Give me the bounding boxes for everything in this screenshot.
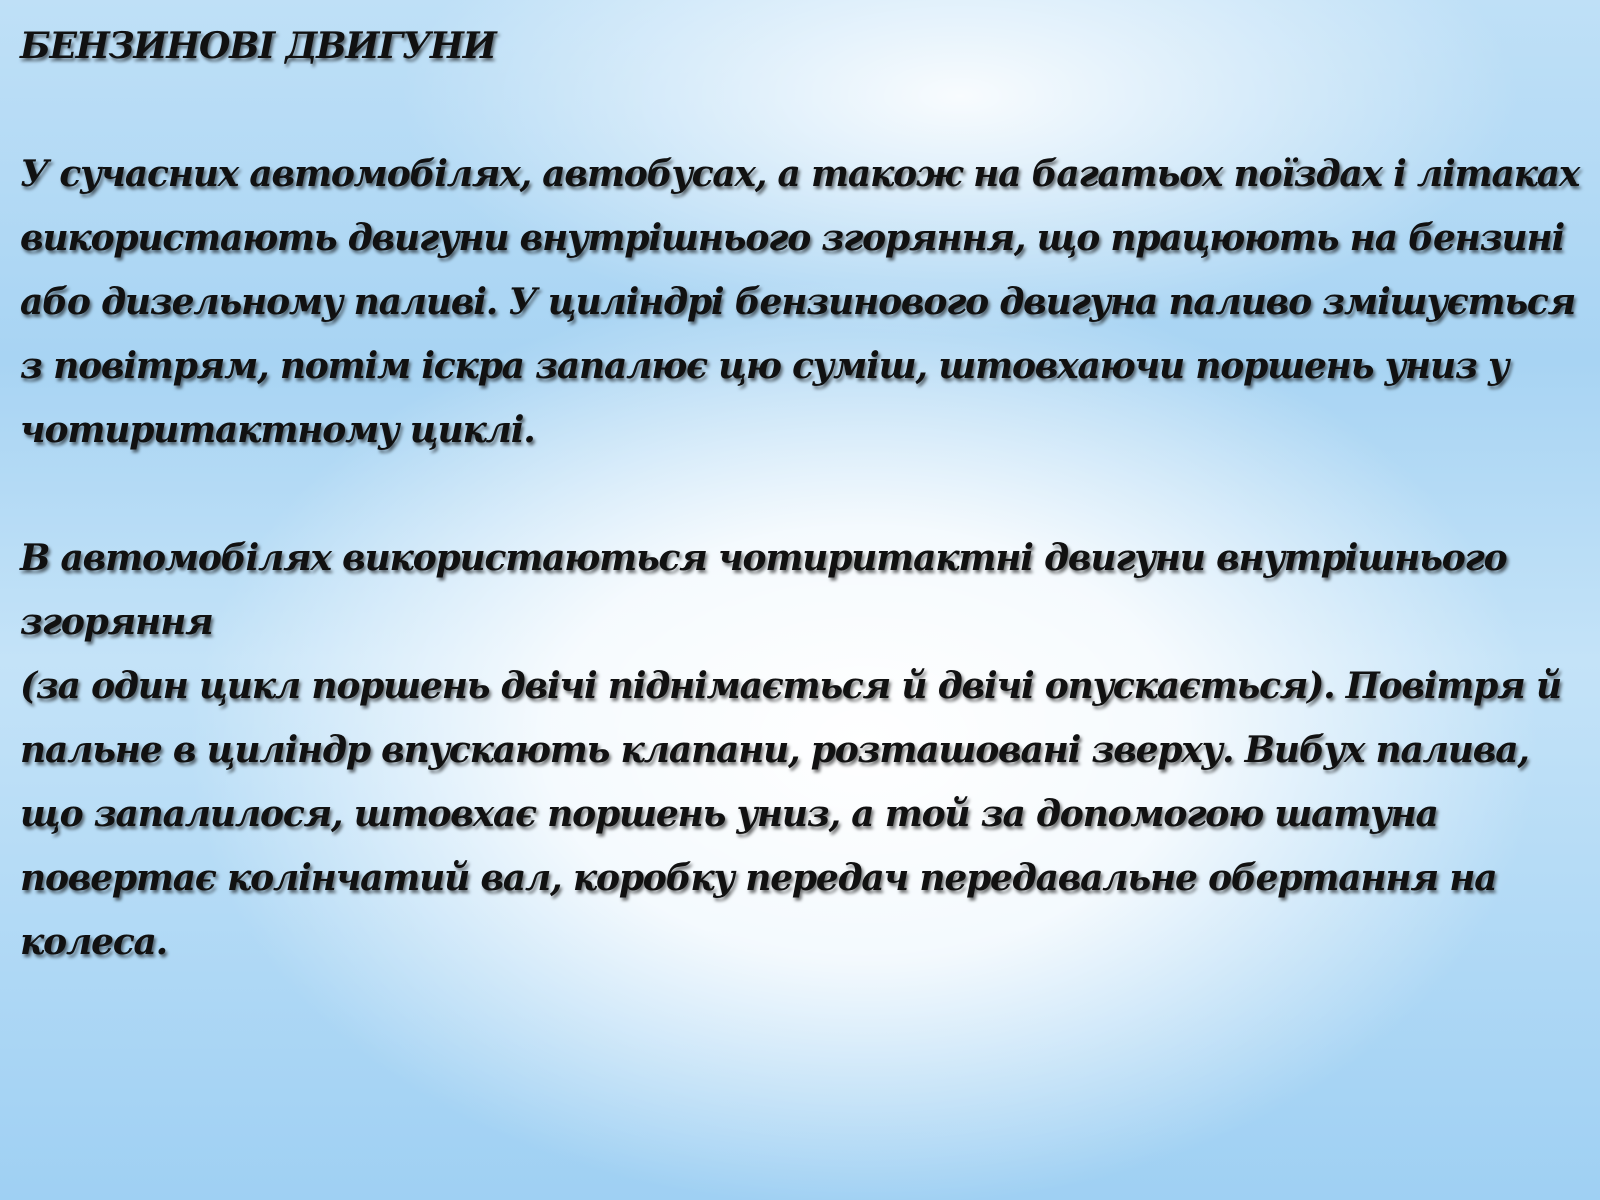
spacer	[20, 78, 1580, 142]
paragraph-1: У сучасних автомобілях, автобусах, а також на багатьох поїздах і літаках використають двигуни внутрішнього згоряння, що працюють на бензині або дизельному паливі. У циліндрі бензинового двигуна паливо змішується з повітрям, потім іскра запалює цю суміш, штовхаючи поршень униз у чотиритактному циклі.	[20, 153, 1580, 451]
paragraph-2-line-1: В автомобілях використаються чотиритактні двигуни внутрішнього згоряння	[20, 537, 1507, 643]
spacer	[20, 462, 1580, 526]
slide-heading: БЕНЗИНОВІ ДВИГУНИ	[20, 25, 496, 67]
paragraph-2-line-2: (за один цикл поршень двічі піднімається й двічі опускається). Повітря й пальне в циліндр впускають клапани, розташовані зверху. Вибух палива, що запалилося, штовхає поршень униз, а той за допомогою шатуна повертає колінчатий вал, коробку передач передавальне обертання на колеса.	[20, 665, 1561, 963]
slide-content	[20, 14, 1580, 974]
